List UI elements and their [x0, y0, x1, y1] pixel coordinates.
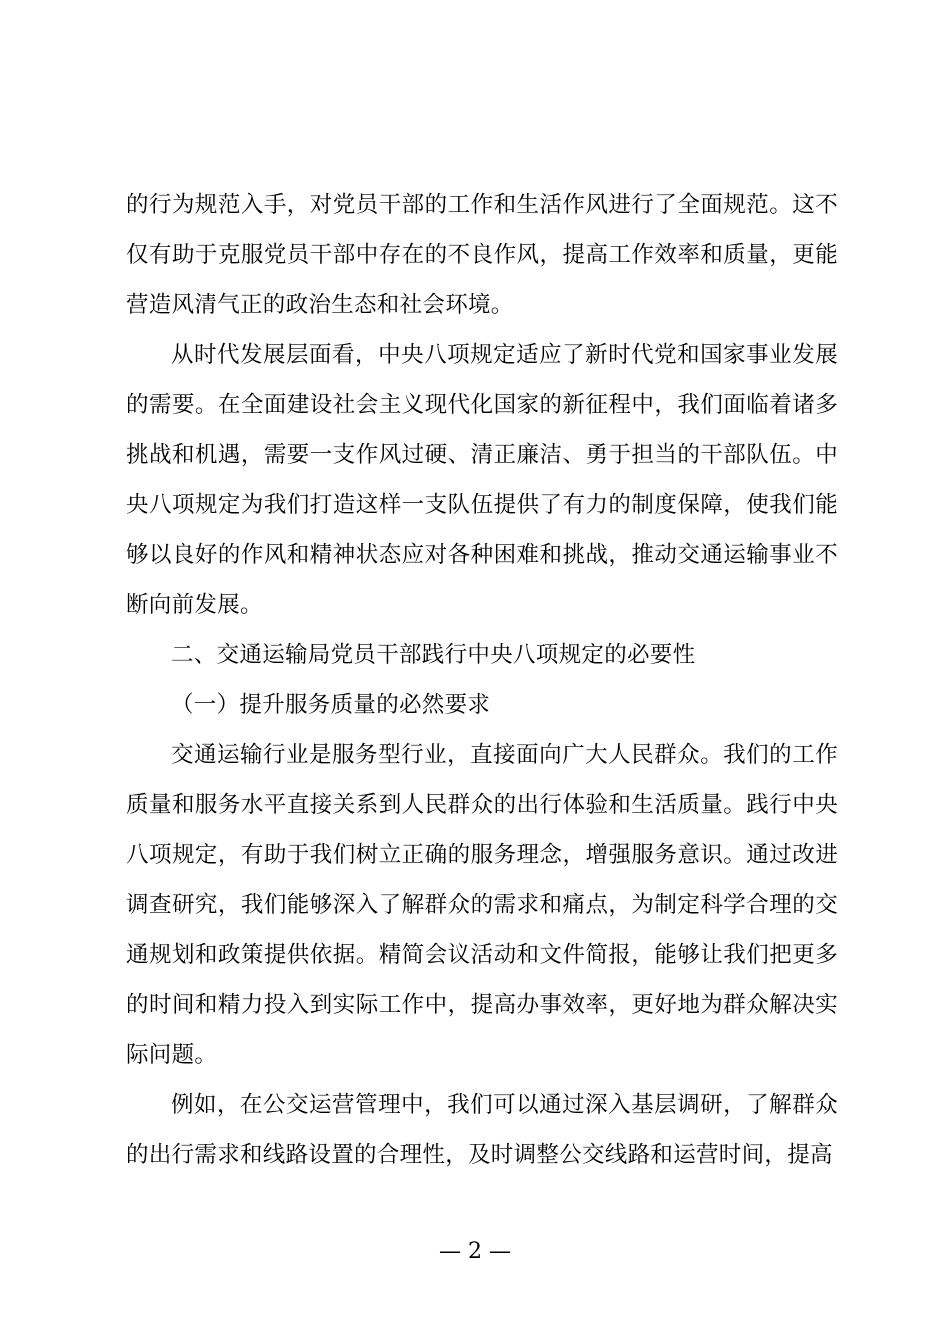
page-number: — 2 — [439, 1239, 511, 1264]
paragraph-era-development: 从时代发展层面看，中央八项规定适应了新时代党和国家事业发展的需要。在全面建设社会主义现代化国家的新征程中，我们面临着诸多挑战和机遇，需要一支作风过硬、清正廉洁、勇于担当的干部队伍。中央八项规定为我们打造这样一支队伍提供了有力的制度保障，使我们能够以良好的作风和精神状态应对各种困难和挑战，推动交通运输事业不断向前发展。 [126, 342, 838, 618]
subsection-heading: （一）提升服务质量的必然要求 [171, 692, 491, 718]
document-body [126, 180, 838, 1180]
paragraph-service-quality: 交通运输行业是服务型行业，直接面向广大人民群众。我们的工作质量和服务水平直接关系到人民群众的出行体验和生活质量。践行中央八项规定，有助于我们树立正确的服务理念，增强服务意识。通过改进调查研究，我们能够深入了解群众的需求和痛点，为制定科学合理的交通规划和政策提供依据。精简会议活动和文件简报，能够让我们把更多的时间和精力投入到实际工作中，提高办事效率，更好地为群众解决实际问题。 [126, 742, 838, 1068]
section-heading: 二、交通运输局党员干部践行中央八项规定的必要性 [171, 642, 696, 668]
paragraph-bus-example: 例如，在公交运营管理中，我们可以通过深入基层调研，了解群众的出行需求和线路设置的合理性，及时调整公交线路和运营时间，提高 [126, 1092, 838, 1168]
paragraph-continued: 的行为规范入手，对党员干部的工作和生活作风进行了全面规范。这不仅有助于克服党员干部中存在的不良作风，提高工作效率和质量，更能营造风清气正的政治生态和社会环境。 [126, 192, 838, 318]
